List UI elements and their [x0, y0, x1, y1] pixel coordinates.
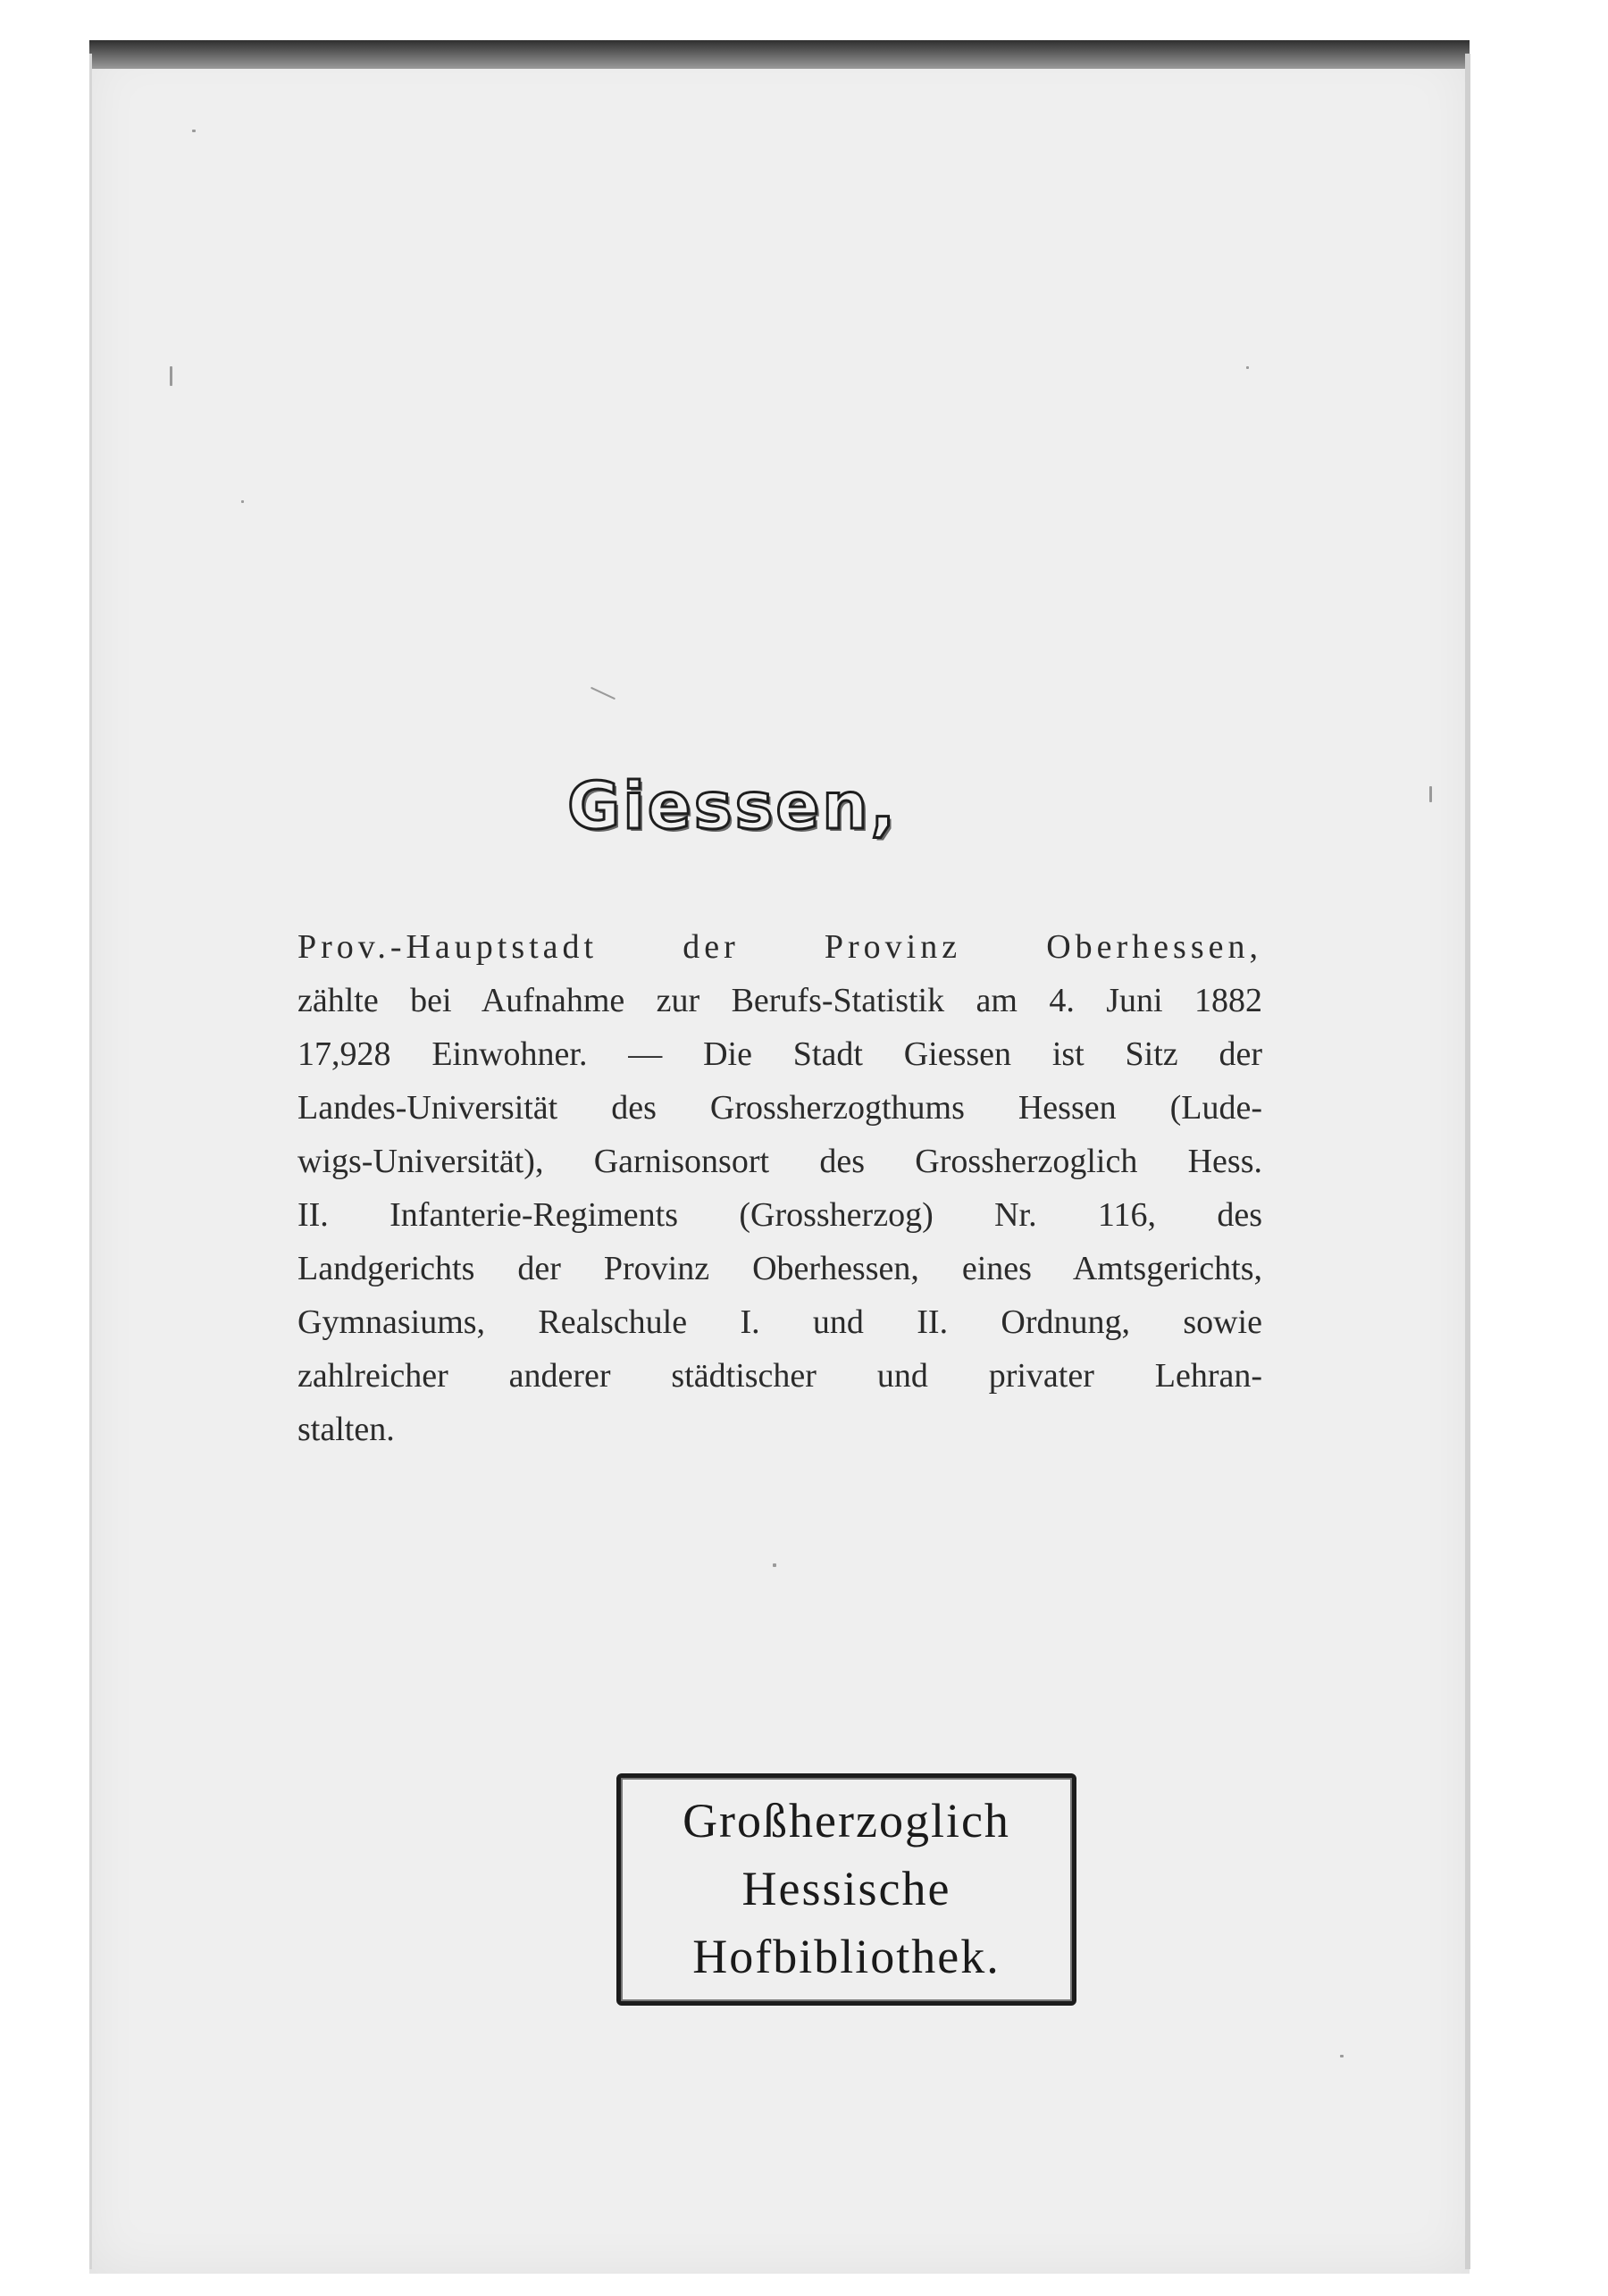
stamp-line: Hessische — [741, 1862, 951, 1915]
top-edge-band — [89, 40, 1470, 69]
left-edge — [89, 54, 92, 2269]
scan-speck — [241, 500, 244, 503]
text-line: Landgerichts der Provinz Oberhessen, eines Amtsgerichts, — [297, 1250, 1262, 1287]
text-line: Prov.-Hauptstadt der Provinz Oberhessen, — [297, 928, 1262, 966]
right-edge-shadow — [1465, 54, 1470, 2269]
text-line: stalten. — [297, 1411, 395, 1448]
scan-speck — [170, 366, 172, 386]
stamp-line: Großherzoglich — [683, 1794, 1010, 1848]
text-line: II. Infanterie-Regiments (Grossherzog) Nr. 116, des — [297, 1196, 1262, 1234]
scan-speck — [1429, 786, 1432, 802]
scan-speck — [773, 1563, 776, 1567]
scan-speck — [192, 130, 196, 132]
library-stamp — [616, 1773, 1076, 2006]
text-line: Landes-Universität des Grossherzogthums Hessen (Lude- — [297, 1089, 1262, 1127]
body-paragraph — [297, 920, 1262, 1456]
scan-speck — [1246, 366, 1249, 369]
scan-speck — [1340, 2055, 1344, 2057]
page-title: Giessen, — [567, 768, 898, 843]
text-line: wigs-Universität), Garnisonsort des Grossherzoglich Hess. — [297, 1143, 1262, 1180]
text-line: 17,928 Einwohner. — Die Stadt Giessen ist Sitz der — [297, 1035, 1262, 1073]
text-line: zahlreicher anderer städtischer und privater Lehran- — [297, 1357, 1262, 1395]
text-line: Gymnasiums, Realschule I. und II. Ordnung, sowie — [297, 1303, 1262, 1341]
text-line: zählte bei Aufnahme zur Berufs-Statistik am 4. Juni 1882 — [297, 982, 1262, 1019]
stamp-line: Hofbibliothek. — [692, 1930, 1001, 1983]
